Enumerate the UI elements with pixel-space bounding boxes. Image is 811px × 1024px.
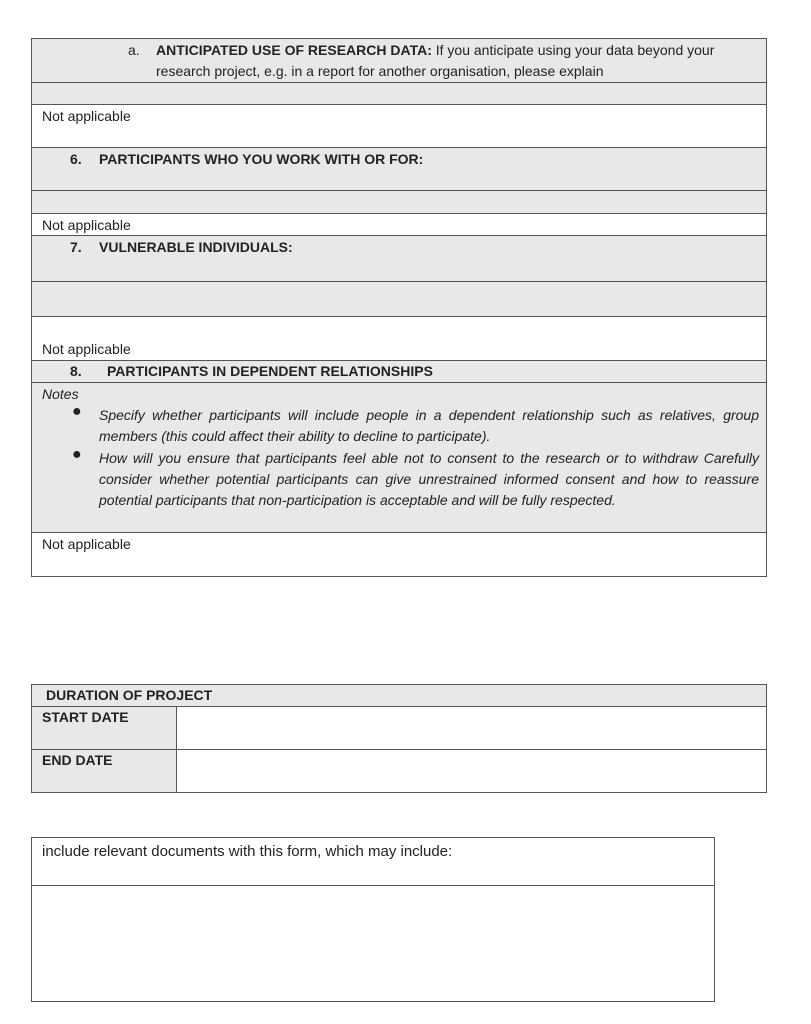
section-6-answer: Not applicable	[42, 217, 131, 233]
section-7-number: 7.	[70, 239, 82, 255]
note-bullet-2: How will you ensure that participants feel able not to consent to the research or to withdraw Carefully consider whether potential participants can give unrestrained informed consent and how to reassure potential participants that non-participation is acceptable and will be fully respected.	[99, 450, 759, 508]
duration-table	[31, 684, 767, 794]
section-8-header	[31, 360, 767, 383]
section-6-answer-box[interactable]	[31, 213, 767, 236]
section-8-notes	[31, 382, 767, 533]
research-form-table	[31, 38, 767, 577]
section-7-answer: Not applicable	[42, 341, 131, 357]
section-a-spacer	[31, 82, 767, 105]
section-6-header	[31, 147, 767, 191]
section-a-answer-box[interactable]	[31, 104, 767, 148]
section-7-heading: VULNERABLE INDIVIDUALS:	[99, 239, 293, 255]
bullet-icon: ●	[72, 403, 82, 420]
section-6-number: 6.	[70, 151, 82, 167]
section-8-heading: PARTICIPANTS IN DEPENDENT RELATIONSHIPS	[107, 363, 433, 379]
section-a-header	[31, 38, 767, 83]
section-8-number: 8.	[70, 363, 82, 379]
documents-text: include relevant documents with this form, which may include:	[42, 843, 453, 860]
end-date-label: END DATE	[42, 752, 113, 768]
section-8-answer: Not applicable	[42, 536, 131, 552]
documents-list-box[interactable]	[31, 885, 715, 1002]
section-7-answer-box[interactable]	[31, 316, 767, 361]
section-a-heading: ANTICIPATED USE OF RESEARCH DATA:	[156, 42, 432, 58]
section-a-description-line1: If you anticipate using your data beyond your	[435, 42, 715, 58]
duration-heading: DURATION OF PROJECT	[46, 687, 213, 703]
start-date-row	[31, 706, 767, 750]
section-6-spacer	[31, 190, 767, 214]
notes-label: Notes	[42, 386, 79, 402]
section-8-answer-box[interactable]	[31, 532, 767, 577]
section-7-header	[31, 235, 767, 282]
start-date-label: START DATE	[42, 709, 129, 725]
end-date-label-cell	[32, 750, 177, 792]
documents-table	[31, 837, 715, 1002]
start-date-field[interactable]	[187, 709, 757, 747]
documents-header	[31, 837, 715, 886]
section-7-spacer	[31, 281, 767, 317]
note-bullet-1: Specify whether participants will include people in a dependent relationship such as relatives, group members (this could affect their ability to decline to participate).	[99, 407, 759, 444]
bullet-icon: ●	[72, 446, 82, 463]
section-6-heading: PARTICIPANTS WHO YOU WORK WITH OR FOR:	[99, 151, 424, 167]
section-a-description-line2: research project, e.g. in a report for another organisation, please explain	[156, 63, 604, 79]
start-date-label-cell	[32, 707, 177, 749]
end-date-field[interactable]	[187, 752, 757, 790]
section-a-answer: Not applicable	[42, 108, 131, 124]
duration-header	[31, 684, 767, 707]
section-a-letter: a.	[128, 42, 140, 58]
end-date-row	[31, 749, 767, 793]
section-a-heading-line	[156, 41, 714, 60]
